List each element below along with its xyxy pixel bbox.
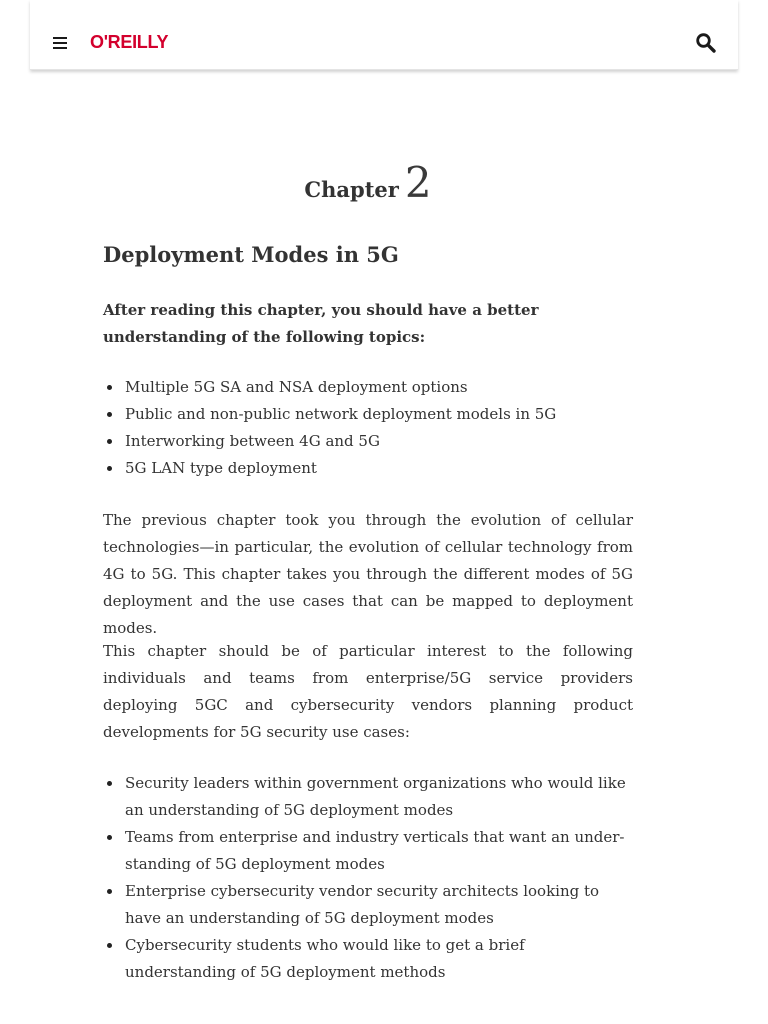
- list-item: Interworking between 4G and 5G: [103, 428, 633, 455]
- list-item: 5G LAN type deployment: [103, 455, 633, 482]
- search-icon[interactable]: [695, 32, 717, 54]
- top-navigation-bar: [30, 0, 738, 70]
- list-item: Public and non-public network deployment models in 5G: [103, 401, 633, 428]
- chapter-intro: After reading this chapter, you should have a better understanding of the following topics:: [103, 301, 539, 346]
- list-item: Multiple 5G SA and NSA deployment options: [103, 374, 633, 401]
- list-item: Security leaders within government organizations who would like an understanding of 5G deployment modes: [103, 770, 633, 824]
- list-item: Cybersecurity students who would like to get a brief understanding of 5G deployment methods: [103, 932, 633, 986]
- list-item: Teams from enterprise and industry verticals that want an understanding of 5G deployment modes: [103, 824, 633, 878]
- hamburger-menu-icon[interactable]: [53, 37, 67, 49]
- body-paragraph: This chapter should be of particular interest to the following individuals and teams from enterprise/5G service providers deploying 5GC and cybersecurity vendors planning product developments for 5G security use cases:: [103, 642, 633, 741]
- chapter-number: 2: [404, 158, 432, 207]
- list-item: Enterprise cybersecurity vendor security architects looking to have an understanding of 5G deployment modes: [103, 878, 633, 932]
- audience-list: [103, 770, 633, 986]
- topics-list: [103, 374, 633, 482]
- chapter-title: Deployment Modes in 5G: [103, 242, 399, 267]
- chapter-heading: [103, 158, 633, 207]
- chapter-label: Chapter: [304, 177, 399, 202]
- oreilly-logo[interactable]: O'REILLY: [90, 32, 169, 52]
- body-paragraph: The previous chapter took you through the evolution of cellular technologies—in particular, the evolution of cellular technology from 4G to 5G. This chapter takes you through the different modes of 5G deployment and the use cases that can be mapped to deployment modes.: [103, 511, 633, 637]
